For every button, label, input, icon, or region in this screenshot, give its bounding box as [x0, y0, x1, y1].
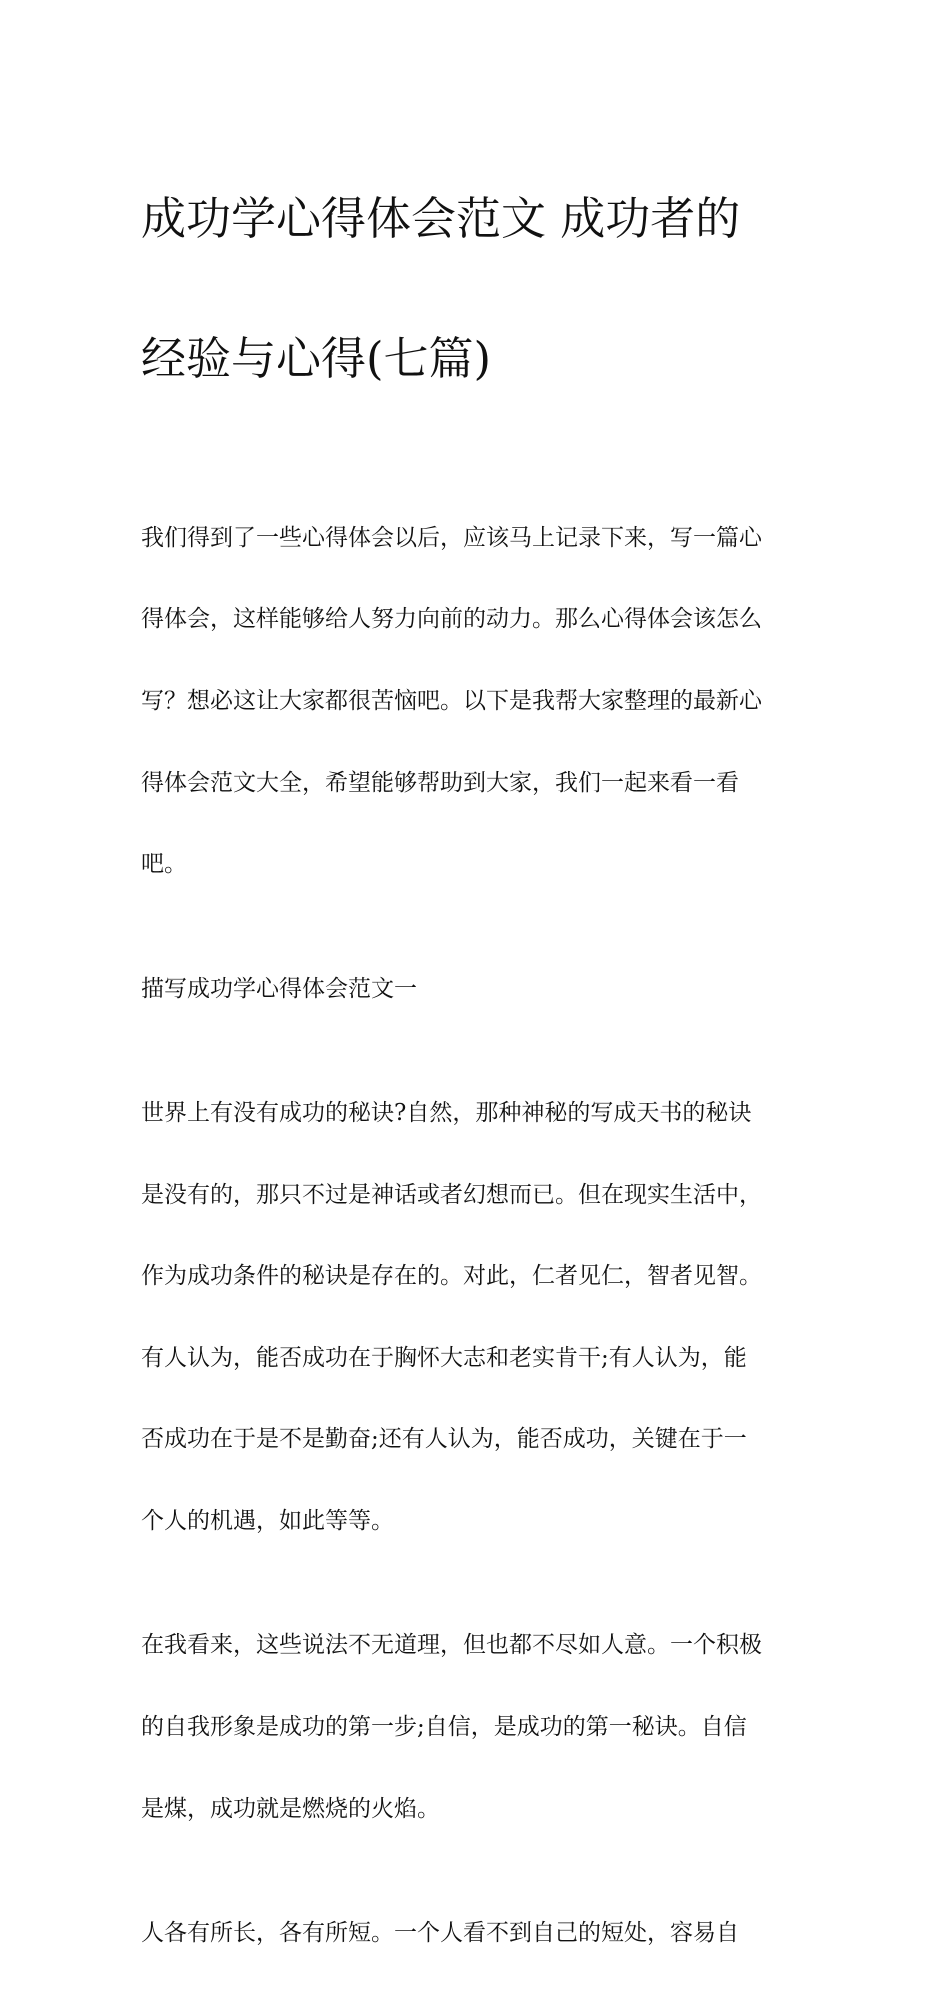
body-paragraph-3: [141, 1872, 821, 1994]
body-paragraph-2: [141, 1585, 821, 1871]
paragraph-line: 在我看来，这些说法不无道理，但也都不尽如人意。一个积极: [141, 1632, 762, 1659]
paragraph-line: 否成功在于是不是勤奋;还有人认为，能否成功，关键在于一: [141, 1426, 747, 1453]
paragraph-line: 个人的机遇，如此等等。: [141, 1507, 394, 1534]
section-heading: [141, 928, 821, 1050]
document-content: [141, 114, 821, 1994]
title-line: 成功学心得体会范文 成功者的: [141, 192, 741, 245]
paragraph-line: 作为成功条件的秘诀是存在的。对此，仁者见仁，智者见智。: [141, 1263, 762, 1290]
body-paragraph-1: [141, 1052, 821, 1582]
paragraph-line: 是煤，成功就是燃烧的火焰。: [141, 1795, 440, 1822]
document-title: [141, 114, 821, 464]
intro-line: 吧。: [141, 851, 187, 878]
paragraph-line: 有人认为，能否成功在于胸怀大志和老实肯干;有人认为，能: [141, 1344, 747, 1371]
paragraph-line: 世界上有没有成功的秘诀?自然，那种神秘的写成天书的秘诀: [141, 1099, 752, 1126]
paragraph-line: 的自我形象是成功的第一步;自信，是成功的第一秘诀。自信: [141, 1713, 747, 1740]
intro-paragraph: [141, 477, 821, 926]
section-heading-text: 描写成功学心得体会范文一: [141, 975, 417, 1002]
intro-line: 得体会，这样能够给人努力向前的动力。那么心得体会该怎么: [141, 606, 762, 633]
intro-line: 我们得到了一些心得体会以后，应该马上记录下来，写一篇心: [141, 524, 762, 551]
document-body: [141, 477, 821, 1994]
intro-line: 写？想必这让大家都很苦恼吧。以下是我帮大家整理的最新心: [141, 687, 762, 714]
intro-line: 得体会范文大全，希望能够帮助到大家，我们一起来看一看: [141, 769, 739, 796]
paragraph-line: 是没有的，那只不过是神话或者幻想而已。但在现实生活中，: [141, 1181, 762, 1208]
paragraph-line: 人各有所长，各有所短。一个人看不到自己的短处，容易自: [141, 1919, 739, 1946]
title-line: 经验与心得(七篇): [141, 332, 492, 385]
